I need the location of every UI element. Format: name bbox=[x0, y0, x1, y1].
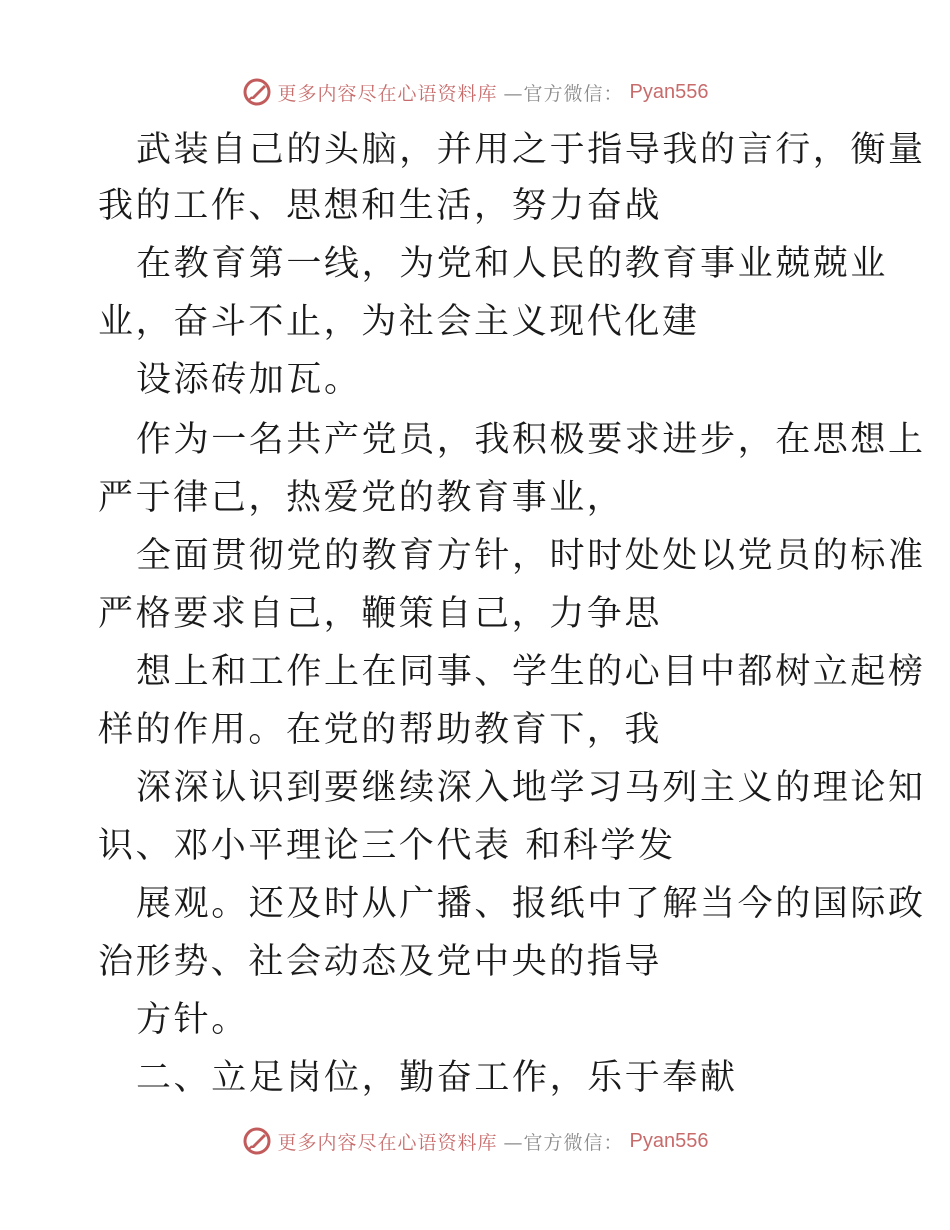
text-line: 方针。 bbox=[136, 1000, 249, 1040]
watermark-site-text: 更多内容尽在心语资料库 bbox=[277, 82, 498, 105]
text-line: 展观。还及时从广播、报纸中了解当今的国际政 bbox=[136, 884, 926, 924]
text-line: 作为一名共产党员，我积极要求进步，在思想上 bbox=[136, 420, 926, 460]
text-line: 武装自己的头脑，并用之于指导我的言行，衡量 bbox=[136, 130, 926, 170]
text-line: 我的工作、思想和生活，努力奋战 bbox=[98, 186, 663, 226]
text-line: 二、立足岗位，勤奋工作，乐于奉献 bbox=[136, 1058, 738, 1098]
watermark-dash-text: —官方微信： bbox=[503, 82, 624, 105]
text-line: 治形势、社会动态及党中央的指导 bbox=[98, 942, 663, 982]
text-line: 严格要求自己，鞭策自己，力争思 bbox=[98, 594, 663, 634]
footer-watermark bbox=[0, 1121, 950, 1161]
feather-pen-circle-icon bbox=[242, 77, 272, 107]
feather-pen-circle-icon bbox=[242, 1126, 272, 1156]
text-line: 想上和工作上在同事、学生的心目中都树立起榜 bbox=[136, 652, 926, 692]
watermark-wechat-id: Pyan556 bbox=[629, 1129, 709, 1152]
watermark-dash-text: —官方微信： bbox=[503, 1131, 624, 1154]
text-line: 样的作用。在党的帮助教育下，我 bbox=[98, 710, 663, 750]
watermark-wechat-id: Pyan556 bbox=[629, 80, 709, 103]
header-watermark bbox=[0, 72, 950, 112]
text-line: 设添砖加瓦。 bbox=[136, 360, 362, 400]
text-line: 全面贯彻党的教育方针，时时处处以党员的标准 bbox=[136, 536, 926, 576]
text-line: 严于律己，热爱党的教育事业， bbox=[98, 478, 625, 518]
text-line: 业，奋斗不止，为社会主义现代化建 bbox=[98, 302, 700, 342]
text-line: 深深认识到要继续深入地学习马列主义的理论知 bbox=[136, 768, 926, 808]
text-line: 识、邓小平理论三个代表 和科学发 bbox=[98, 826, 676, 866]
watermark-site-text: 更多内容尽在心语资料库 bbox=[277, 1131, 498, 1154]
text-line: 在教育第一线，为党和人民的教育事业兢兢业 bbox=[136, 244, 889, 284]
